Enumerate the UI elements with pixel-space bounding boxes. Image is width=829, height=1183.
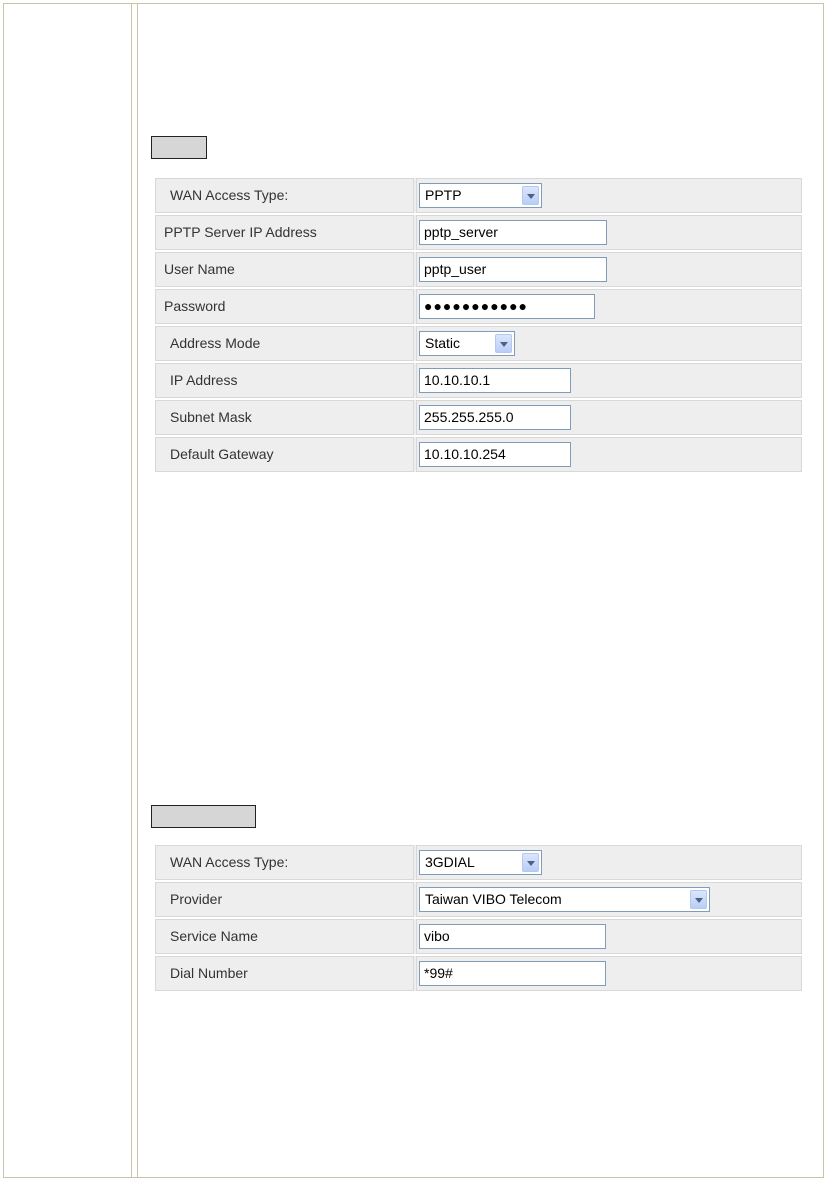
dial-number-cell bbox=[416, 956, 802, 991]
wan-access-type-label: WAN Access Type: bbox=[155, 178, 414, 213]
chevron-down-icon[interactable] bbox=[690, 890, 707, 909]
service-name-label: Service Name bbox=[155, 919, 414, 954]
pptp-section-tag bbox=[151, 136, 207, 159]
subnet-mask-cell bbox=[416, 400, 802, 435]
dial-form bbox=[155, 845, 802, 993]
provider-value: Taiwan VIBO Telecom bbox=[425, 891, 562, 907]
form-row-subnet-mask bbox=[155, 400, 802, 435]
form-row-dial-number bbox=[155, 956, 802, 991]
wan-access-type-select[interactable] bbox=[419, 850, 542, 875]
column-divider bbox=[131, 3, 138, 1178]
address-mode-cell bbox=[416, 326, 802, 361]
default-gateway-label: Default Gateway bbox=[155, 437, 414, 472]
chevron-down-icon[interactable] bbox=[522, 853, 539, 872]
pptp-server-input[interactable]: pptp_server bbox=[419, 220, 607, 245]
form-row-password bbox=[155, 289, 802, 324]
ip-address-input[interactable]: 10.10.10.1 bbox=[419, 368, 571, 393]
wan-access-type-select[interactable] bbox=[419, 183, 542, 208]
user-name-cell bbox=[416, 252, 802, 287]
chevron-down-icon[interactable] bbox=[522, 186, 539, 205]
ip-address-label: IP Address bbox=[155, 363, 414, 398]
dial-number-input[interactable]: *99# bbox=[419, 961, 606, 986]
provider-cell bbox=[416, 882, 802, 917]
form-row-wan-access-type bbox=[155, 178, 802, 213]
form-row-user-name bbox=[155, 252, 802, 287]
service-name-input[interactable]: vibo bbox=[419, 924, 606, 949]
default-gateway-cell bbox=[416, 437, 802, 472]
user-name-input[interactable]: pptp_user bbox=[419, 257, 607, 282]
password-label: Password bbox=[155, 289, 414, 324]
pptp-server-label: PPTP Server IP Address bbox=[155, 215, 414, 250]
wan-access-type-cell bbox=[416, 845, 802, 880]
password-input[interactable]: ●●●●●●●●●●● bbox=[419, 294, 595, 319]
form-row-pptp-server bbox=[155, 215, 802, 250]
address-mode-value: Static bbox=[425, 335, 461, 351]
default-gateway-input[interactable]: 10.10.10.254 bbox=[419, 442, 571, 467]
form-row-service-name bbox=[155, 919, 802, 954]
dial-number-label: Dial Number bbox=[155, 956, 414, 991]
form-row-wan-access-type-3g bbox=[155, 845, 802, 880]
wan-access-type-label: WAN Access Type: bbox=[155, 845, 414, 880]
form-row-default-gateway bbox=[155, 437, 802, 472]
provider-label: Provider bbox=[155, 882, 414, 917]
chevron-down-icon[interactable] bbox=[495, 334, 512, 353]
form-row-address-mode bbox=[155, 326, 802, 361]
dial-section-tag bbox=[151, 805, 256, 828]
ip-address-cell bbox=[416, 363, 802, 398]
pptp-server-cell bbox=[416, 215, 802, 250]
subnet-mask-input[interactable]: 255.255.255.0 bbox=[419, 405, 571, 430]
form-row-ip-address bbox=[155, 363, 802, 398]
address-mode-select[interactable] bbox=[419, 331, 515, 356]
wan-access-type-value: PPTP bbox=[425, 187, 462, 203]
address-mode-label: Address Mode bbox=[155, 326, 414, 361]
subnet-mask-label: Subnet Mask bbox=[155, 400, 414, 435]
wan-access-type-value: 3GDIAL bbox=[425, 854, 475, 870]
form-row-provider bbox=[155, 882, 802, 917]
password-cell bbox=[416, 289, 802, 324]
wan-access-type-cell bbox=[416, 178, 802, 213]
service-name-cell bbox=[416, 919, 802, 954]
user-name-label: User Name bbox=[155, 252, 414, 287]
provider-select[interactable] bbox=[419, 887, 710, 912]
pptp-form bbox=[155, 178, 802, 474]
